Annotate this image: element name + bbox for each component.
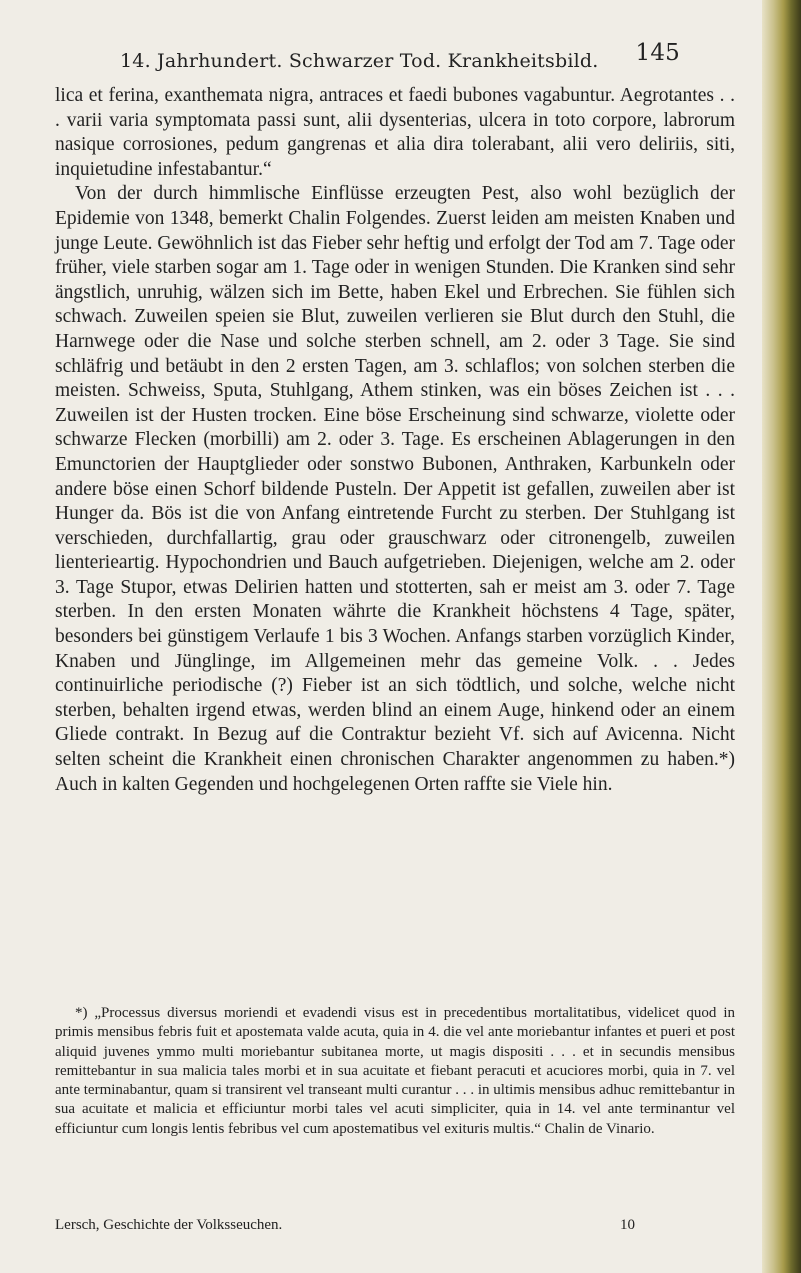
page-edge (762, 0, 801, 1273)
paragraph: lica et ferina, exanthemata nigra, antraces et faedi bubones vagabuntur. Aegrotantes . . . varii varia symptomata passi sunt, alii dysenterias, ulcera in toto corpore, labrorum nasique corrosiones, pedum gangrenas et alia dira tolerabant, alii vero deliriis, siti, inquietudine infestabantur.“ (55, 85, 735, 180)
main-text (55, 84, 735, 797)
signature-mark: 10 (620, 1217, 635, 1233)
paragraph: Von der durch himmlische Einflüsse erzeugten Pest, also wohl bezüglich der Epidemie von 1348, bemerkt Chalin Folgendes. Zuerst leiden am meisten Knaben und junge Leute. Gewöhnlich ist das Fieber sehr heftig und erfolgt der Tod am 7. Tage oder früher, viele starben sogar am 1. Tage oder in wenigen Stunden. Die Kranken sind sehr ängstlich, unruhig, wälzen sich im Bette, haben Ekel und Erbrechen. Sie fühlen sich schwach. Zuweilen speien sie Blut, zuweilen verlieren sie Blut durch den Stuhl, die Harnwege oder die Nase und solche sterben schnell, am 2. oder 3 Tage. Sie sind schläfrig und betäubt in den 2 ersten Tagen, am 3. schlaflos; von solchen sterben die meisten. Schweiss, Sputa, Stuhlgang, Athem stinken, was ein böses Zeichen ist . . . Zuweilen ist der Husten trocken. Eine böse Erscheinung sind schwarze, violette oder schwarze Flecken (morbilli) am 2. oder 3. Tage. Es erscheinen Ablagerungen in den Emunctorien der Hauptglieder oder sonstwo Bubonen, Anthraken, Karbunkeln oder andere böse einen Schorf bildende Pusteln. Der Appetit ist gefallen, zuweilen aber ist Hunger da. Bös ist die von Anfang eintretende Furcht zu sterben. Der Stuhlgang ist verschieden, durchfallartig, grau oder grauschwarz oder citronengelb, zuweilen lienterieartig. Hypochondrien und Bauch aufgetrieben. Diejenigen, welche am 2. oder 3. Tage Stupor, etwas Delirien hatten und stotterten, sah er meist am 3. oder 7. Tage sterben. In den ersten Monaten währte die Krankheit höchstens 4 Tage, später, besonders bei günstigem Verlaufe 1 bis 3 Wochen. Anfangs starben vorzüglich Kinder, Knaben und Jünglinge, im Allgemeinen mehr das gemeine Volk. . . Jedes continuirliche periodische (?) Fieber ist an sich tödtlich, und solche, welche nicht sterben, behalten irgend etwas, werden blind an einem Auge, hinkend oder an einem Gliede contrakt. In Bezug auf die Contraktur bezieht Vf. sich auf Avicenna. Nicht selten scheint die Krankheit einen chronischen Charakter angenommen zu haben.*) Auch in kalten Gegenden und hochgelegenen Orten raffte sie Viele hin. (55, 183, 735, 795)
page-header (120, 38, 680, 78)
running-title: 14. Jahrhundert. Schwarzer Tod. Krankheitsbild. (120, 50, 599, 72)
footer-imprint: Lersch, Geschichte der Volksseuchen. (55, 1217, 283, 1233)
page-number: 145 (635, 40, 680, 66)
page-footer (55, 1217, 635, 1234)
footnote: *) „Processus diversus moriendi et evadendi visus est in precedentibus mortalitatibus, videlicet quod in primis mensibus febris fuit et apostemata valde acuta, quia in 4. die vel ante moriebantur infantes et pueri et post aliquid juvenes ymmo multi moriebantur subitanea morte, ut magis dispositi . . . et in secundis mensibus remittebantur in sua malicia tales morbi et in sua acuitate et fiebant peracuti et acuciores morbi, quia in 7. vel ante terminabantur, quam si transirent vel transeant multi curantur . . . in ultimis mensibus adhuc remittebantur in sua acuitate et malicia et efficiuntur morbi tales vel acuti simpliciter, quia in 14. vel ante terminantur vel efficiuntur cum longis lentis febribus vel cum apostematibus vel exituris multis.“ Chalin de Vinario. (55, 1005, 735, 1137)
